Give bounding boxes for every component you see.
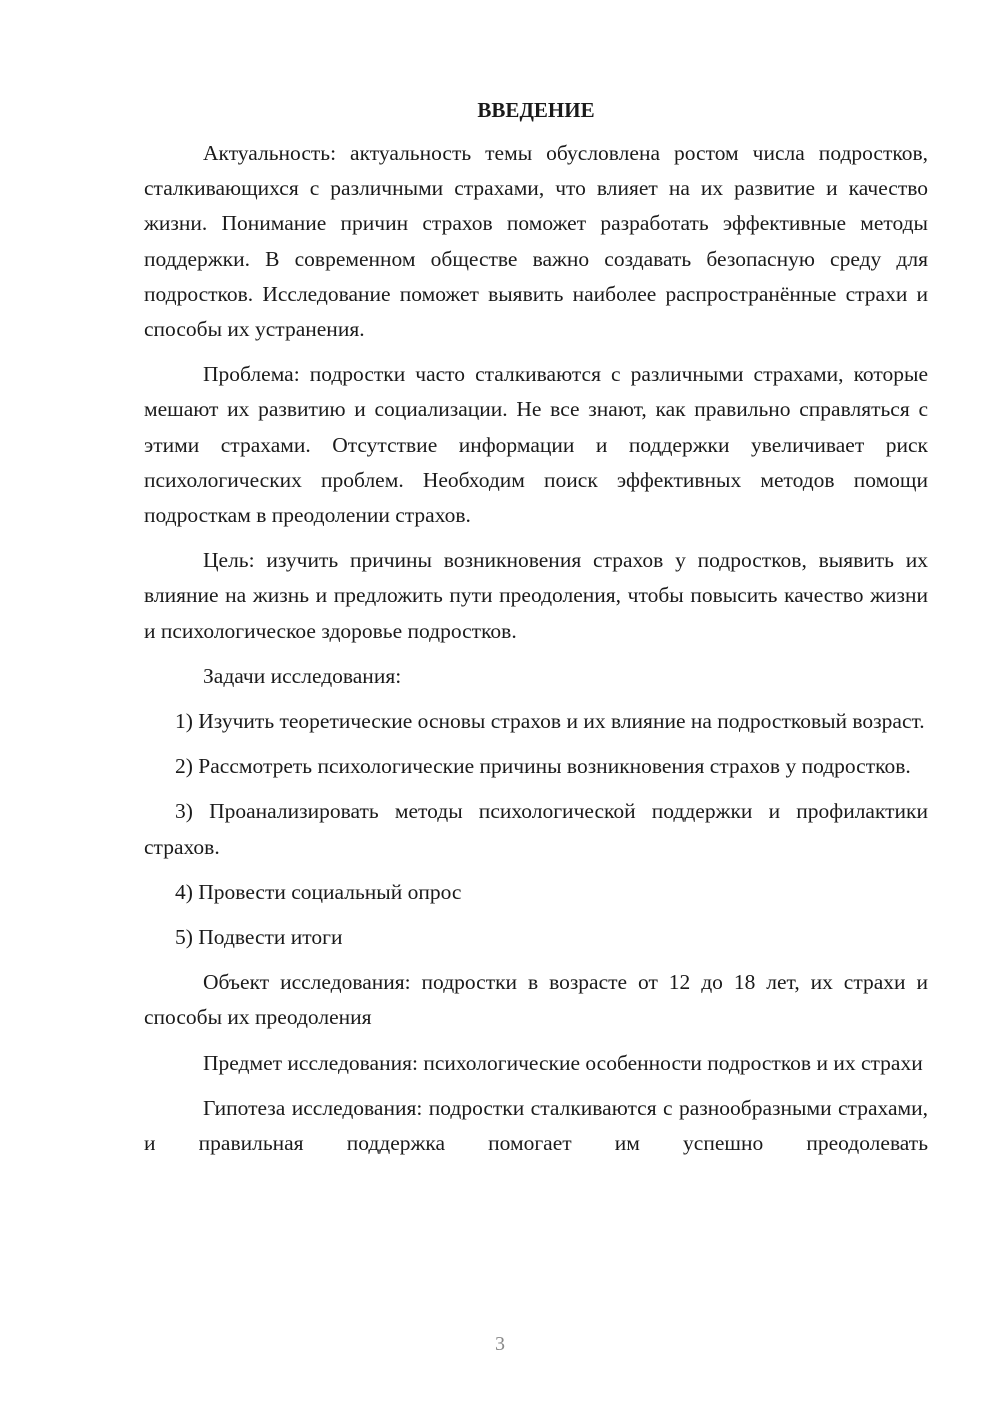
tasks-heading: Задачи исследования: [203, 663, 402, 688]
task-item-2: 2) Рассмотреть психологические причины возникновения страхов у подростков. [175, 754, 911, 779]
problem-paragraph: Проблема: подростки часто сталкиваются с различными страхами, которые мешают их развитию и социализации. Не все знают, как правильно справляться с этими страхами. Отсутствие информации и поддержки увеличивает риск психологических проблем. Необходим поиск эффективных методов помощи подросткам в преодолении страхов. [144, 362, 928, 528]
task-item-5: 5) Подвести итоги [175, 925, 343, 950]
page-title: ВВЕДЕНИЕ [477, 98, 595, 122]
subject-paragraph: Предмет исследования: психологические особенности подростков и их страхи [203, 1050, 923, 1075]
goal-paragraph: Цель: изучить причины возникновения страхов у подростков, выявить их влияние на жизнь и предложить пути преодоления, чтобы повысить качество жизни и психологическое здоровье подростков. [144, 548, 928, 643]
task-item-4: 4) Провести социальный опрос [175, 879, 462, 904]
task-item-1: 1) Изучить теоретические основы страхов и их влияние на подростковый возраст. [175, 709, 925, 734]
task-item-3: 3) Проанализировать методы психологической поддержки и профилактики страхов. [144, 799, 928, 859]
document-page [144, 94, 928, 1171]
object-paragraph: Объект исследования: подростки в возрасте от 12 до 18 лет, их страхи и способы их преодоления [144, 970, 928, 1030]
relevance-paragraph: Актуальность: актуальность темы обусловлена ростом числа подростков, сталкивающихся с различными страхами, что влияет на их развитие и качество жизни. Понимание причин страхов поможет разработать эффективные методы поддержки. В современном обществе важно создавать безопасную среду для подростков. Исследование поможет выявить наиболее распространённые страхи и способы их устранения. [144, 141, 928, 342]
page-number: 3 [495, 1333, 505, 1355]
hypothesis-paragraph: Гипотеза исследования: подростки сталкиваются с разнообразными страхами, и правильная поддержка помогает им успешно преодолевать [144, 1095, 928, 1156]
